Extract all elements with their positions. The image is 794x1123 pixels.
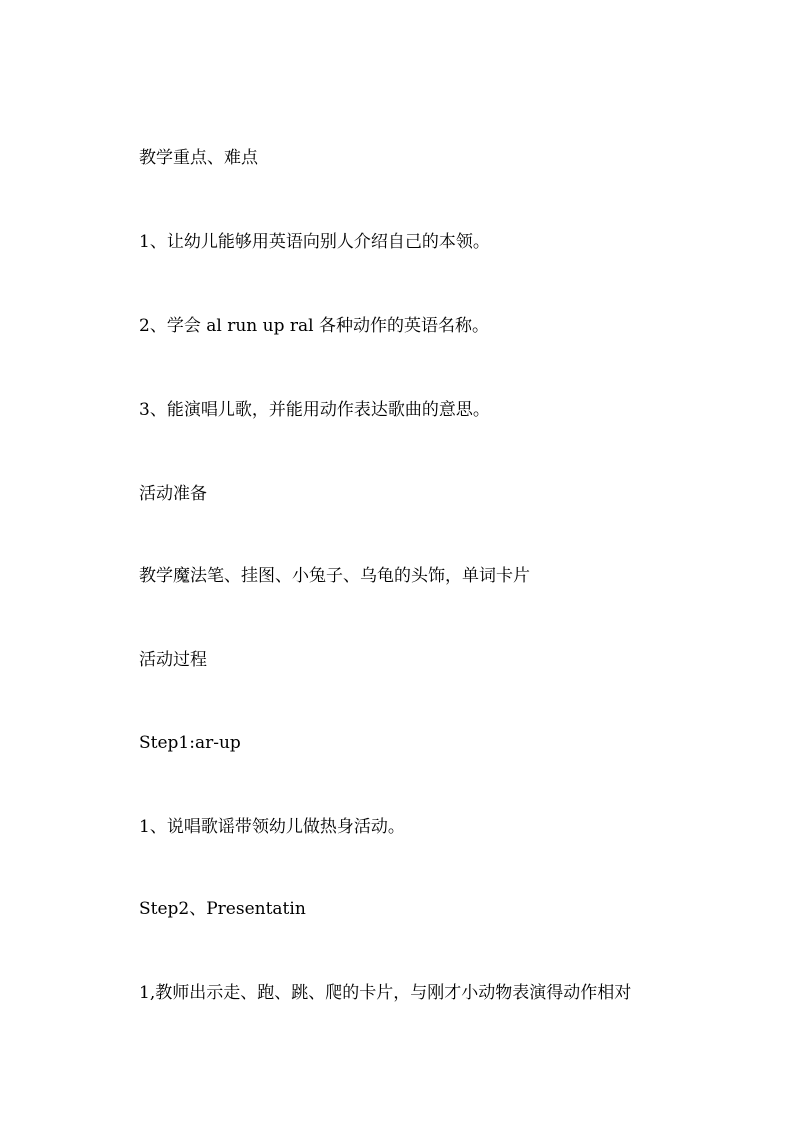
paragraph-materials: 教学魔法笔、挂图、小兔子、乌龟的头饰，单词卡片 — [139, 566, 530, 586]
section-heading-preparation: 活动准备 — [139, 484, 207, 504]
section-heading-process: 活动过程 — [139, 650, 207, 670]
step-heading-warm-up: Step1:ar-up — [139, 733, 241, 753]
paragraph-goal-2: 2、学会 al run up ral 各种动作的英语名称。 — [139, 316, 489, 336]
step-heading-presentation: Step2、Presentatin — [139, 899, 306, 919]
paragraph-goal-3: 3、能演唱儿歌，并能用动作表达歌曲的意思。 — [139, 400, 490, 420]
paragraph-goal-1: 1、让幼儿能够用英语向别人介绍自己的本领。 — [139, 232, 490, 252]
paragraph-warm-up-1: 1、说唱歌谣带领幼儿做热身活动。 — [139, 817, 405, 837]
section-heading-key-points: 教学重点、难点 — [139, 148, 258, 168]
paragraph-presentation-1: 1,教师出示走、跑、跳、爬的卡片，与刚才小动物表演得动作相对 — [139, 983, 632, 1003]
